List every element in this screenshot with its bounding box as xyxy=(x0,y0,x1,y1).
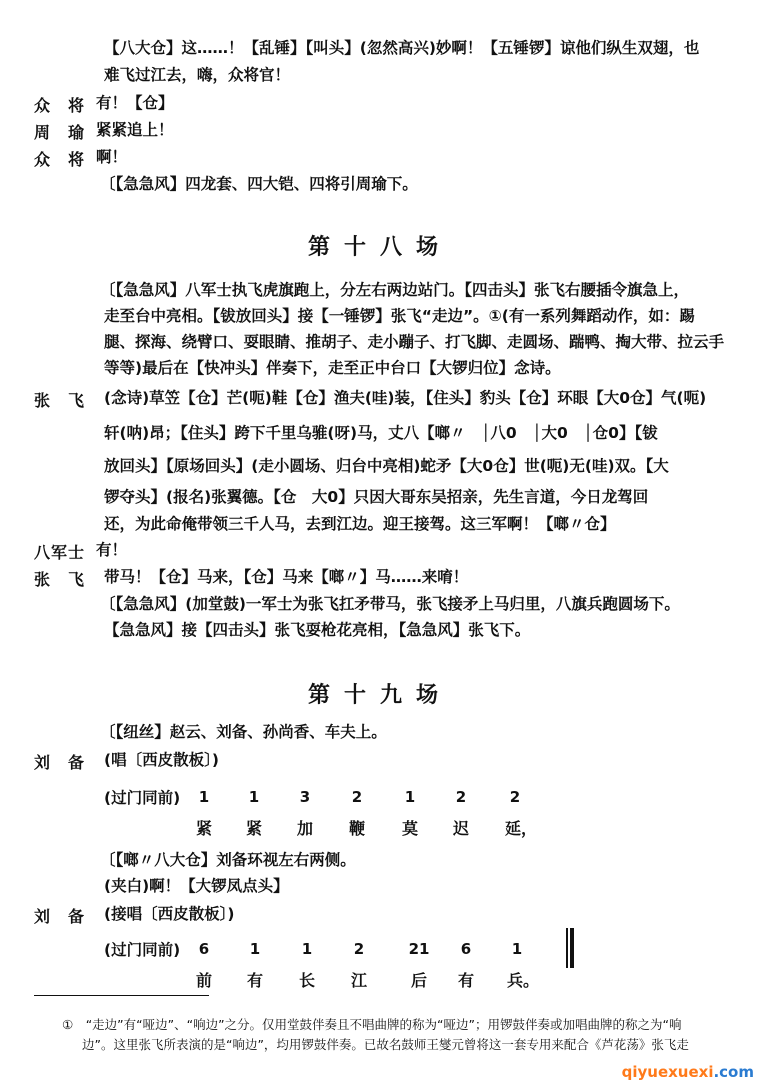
speaker-label: 张 飞 xyxy=(34,570,86,589)
score-note: 1 xyxy=(301,940,313,958)
score-prefix: (过门同前) xyxy=(104,941,181,959)
verse-line: (念诗)草笠【仓】芒(呃)鞋【仓】渔夫(哇)装，【住头】豹头【仓】环眼【大0仓】气(呃) xyxy=(104,389,707,407)
dialog-text: 带马！【仓】马来，【仓】马来【啷〃】马……来唷！ xyxy=(104,568,469,586)
score-note: 1 xyxy=(248,788,260,806)
lyric-char: 迟 xyxy=(452,819,469,838)
speaker-label: 周 瑜 xyxy=(34,123,86,142)
dialog-text: 有！ xyxy=(96,541,128,559)
lyric-char: 有 xyxy=(457,971,474,990)
verse-line: 锣夺头】(报名)张翼德。【仓 大0】只因大哥东吴招亲，先生言道，今日龙驾回 xyxy=(104,488,649,506)
lyric-char: 后 xyxy=(410,971,427,990)
watermark: qiyuexuexi.com xyxy=(621,1063,754,1081)
speaker-label: 众 将 xyxy=(34,150,86,169)
lyric-char: 紧 xyxy=(245,819,262,838)
stage-direction: 〔【急急风】(加堂鼓)一军士为张飞扛矛带马，张飞接矛上马归里，八旗兵跑圆场下。 xyxy=(100,595,680,613)
speaker-label: 刘 备 xyxy=(34,907,86,926)
lyric-char: 长 xyxy=(298,971,315,990)
dialog-text: (接唱〔西皮散板〕) xyxy=(104,905,235,923)
verse-line: 还，为此命俺带领三千人马，去到江边。迎王接驾。这三军啊！【啷〃仓】 xyxy=(104,515,616,533)
speaker-label: 刘 备 xyxy=(34,753,86,772)
dialog-text: 有！【仓】 xyxy=(96,94,174,112)
score-note: 6 xyxy=(198,940,210,958)
dialog-text: 紧紧追上！ xyxy=(96,121,174,139)
lyric-char: 莫 xyxy=(401,819,418,838)
score-note: 2 xyxy=(353,940,365,958)
stage-direction: 〔【纽丝】赵云、刘备、孙尚香、车夫上。 xyxy=(100,723,387,741)
end-barline xyxy=(566,928,568,968)
score-note: 1 xyxy=(511,940,523,958)
score-prefix: (过门同前) xyxy=(104,789,181,807)
end-barline-thick xyxy=(570,928,574,968)
dialog-text: (唱〔西皮散板〕) xyxy=(104,751,219,769)
stage-direction: 腿、探海、绕臂口、耍眼睛、推胡子、走小蹦子、打飞脚、走圆场、踹鸭、掏大带、拉云手 xyxy=(104,333,725,351)
speaker-label: 张 飞 xyxy=(34,391,86,410)
dialog-text: 啊！ xyxy=(96,148,128,166)
lyric-char: 江 xyxy=(350,971,367,990)
score-note: 1 xyxy=(249,940,261,958)
footnote-line: 边”。这里张飞所表演的是“响边”，均用锣鼓伴奏。已故名鼓师王燮元曾将这一套专用来配合《芦花荡》张飞走 xyxy=(82,1037,689,1052)
speaker-label: 众 将 xyxy=(34,96,86,115)
score-note: 21 xyxy=(408,940,430,958)
score-note: 2 xyxy=(455,788,467,806)
lyric-char: 延， xyxy=(505,819,538,838)
score-note: 3 xyxy=(299,788,311,806)
stage-direction: 【急急风】接【四击头】张飞耍枪花亮相，【急急风】张飞下。 xyxy=(104,621,531,639)
text-line: 难飞过江去，嗨，众将官！ xyxy=(104,66,291,84)
stage-direction: 〔【啷〃八大仓】刘备环视左右两侧。 xyxy=(100,851,356,869)
stage-direction: 等等)最后在【快冲头】伴奏下，走至正中台口【大锣归位】念诗。 xyxy=(104,359,561,377)
stage-direction: 走至台中亮相。【钹放回头】接【一锤锣】张飞“走边”。①(有一系列舞蹈动作，如：踢 xyxy=(104,307,695,325)
footnote-rule xyxy=(34,995,209,996)
footnote-line: ① “走边”有“哑边”、“响边”之分。仅用堂鼓伴奏且不唱曲牌的称为“哑边”；用锣鼓伴奏或加唱曲牌的称之为“响 xyxy=(62,1017,682,1032)
stage-direction: 〔【急急风】四龙套、四大铠、四将引周瑜下。 xyxy=(100,175,418,193)
verse-line: 放回头】【原场回头】(走小圆场、归台中亮相)蛇矛【大0仓】世(呃)无(哇)双。【大 xyxy=(104,457,669,475)
lyric-char: 紧 xyxy=(195,819,212,838)
scene-title: 第十八场 xyxy=(307,235,452,260)
score-note: 2 xyxy=(351,788,363,806)
lyric-char: 前 xyxy=(195,971,212,990)
stage-direction: 〔【急急风】八军士执飞虎旗跑上，分左右两边站门。【四击头】张飞右腰插令旗急上， xyxy=(100,281,690,299)
scene-title: 第十九场 xyxy=(307,683,452,708)
lyric-char: 兵。 xyxy=(507,971,540,990)
stage-direction: (夹白)啊！【大锣凤点头】 xyxy=(104,877,289,895)
score-note: 1 xyxy=(404,788,416,806)
score-note: 2 xyxy=(509,788,521,806)
verse-line: 轩(呐)昂；【住头】跨下千里乌骓(呀)马，丈八【啷〃 │八0 │大0 │仓0】【钹 xyxy=(104,424,658,442)
lyric-char: 加 xyxy=(296,819,313,838)
score-note: 1 xyxy=(198,788,210,806)
text-line: 【八大仓】这……！【乱锤】【叫头】(忽然高兴)妙啊！【五锤锣】谅他们纵生双翅，也 xyxy=(104,39,700,57)
speaker-label: 八军士 xyxy=(34,543,86,562)
score-note: 6 xyxy=(460,940,472,958)
lyric-char: 有 xyxy=(246,971,263,990)
lyric-char: 鞭 xyxy=(348,819,365,838)
